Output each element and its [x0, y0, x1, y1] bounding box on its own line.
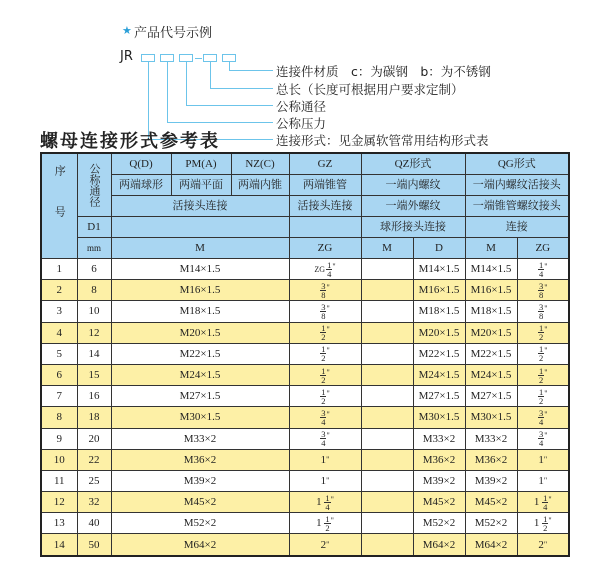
thread-size-cell: $\frac{1}{2}$ " — [289, 343, 361, 364]
nominal-diameter: 18 — [77, 407, 111, 428]
nominal-diameter: 12 — [77, 322, 111, 343]
thread-size-cell: $\frac{1}{4}$ " — [517, 259, 569, 280]
fraction: $\frac{1}{2}$ — [321, 323, 326, 343]
nominal-diameter: 15 — [77, 364, 111, 385]
qz-d: M39×2 — [413, 470, 465, 491]
row-number: 10 — [41, 449, 77, 470]
fraction: $\frac{3}{8}$ — [539, 301, 544, 321]
qg-m: M45×2 — [465, 492, 517, 513]
legend-label-diameter: 公称通径 — [276, 99, 327, 114]
qz-d: M27×1.5 — [413, 386, 465, 407]
qg-m: M30×1.5 — [465, 407, 517, 428]
thread-m: M24×1.5 — [111, 364, 289, 385]
thread-m: M45×2 — [111, 492, 289, 513]
row-number: 12 — [41, 492, 77, 513]
fraction: $\frac{3}{8}$ — [321, 280, 326, 300]
fraction: $\frac{3}{4}$ — [321, 407, 326, 427]
qz-m — [361, 322, 413, 343]
thread-size-cell: $\frac{3}{4}$ " — [517, 407, 569, 428]
thread-m: M30×1.5 — [111, 407, 289, 428]
fraction: $\frac{3}{4}$ — [321, 429, 326, 449]
thread-size-cell: $\frac{3}{4}$ " — [289, 428, 361, 449]
code-dash — [195, 58, 202, 59]
qg-m: M33×2 — [465, 428, 517, 449]
qz-d: M14×1.5 — [413, 259, 465, 280]
header-nz: NZ(C) — [231, 153, 289, 175]
legend-label-length: 总长（长度可根据用户要求定制） — [276, 82, 464, 97]
table-row — [41, 534, 569, 556]
thread-size-cell: 1 $\frac{1}{4}$ " — [517, 492, 569, 513]
table-row — [41, 301, 569, 322]
table-row — [41, 259, 569, 280]
qz-d: M22×1.5 — [413, 343, 465, 364]
qz-m — [361, 280, 413, 301]
thread-size-cell: 1" — [517, 449, 569, 470]
row-number: 9 — [41, 428, 77, 449]
thread-m: M33×2 — [111, 428, 289, 449]
fraction: $\frac{1}{4}$ — [325, 492, 330, 512]
code-prefix: JR — [120, 49, 133, 64]
fraction: $\frac{3}{4}$ — [539, 407, 544, 427]
header-q: Q(D) — [111, 153, 171, 175]
nominal-diameter: 20 — [77, 428, 111, 449]
header-d1: D1 — [77, 217, 111, 238]
qz-m — [361, 492, 413, 513]
thread-size-cell: 1" — [517, 470, 569, 491]
header-qg-desc1: 一端内螺纹活接头 — [465, 175, 569, 196]
fraction: $\frac{1}{2}$ — [543, 513, 548, 533]
legend-label-connection: 连接形式：见金属软管常用结构形式表 — [276, 133, 489, 148]
thread-m: M20×1.5 — [111, 322, 289, 343]
qg-m: M16×1.5 — [465, 280, 517, 301]
table-row — [41, 386, 569, 407]
qz-d: M24×1.5 — [413, 364, 465, 385]
header-mm: mm — [77, 238, 111, 259]
qz-d: M18×1.5 — [413, 301, 465, 322]
row-number: 6 — [41, 364, 77, 385]
thread-size-cell: $\frac{1}{2}$ " — [289, 386, 361, 407]
header-pm-desc: 两端平面 — [171, 175, 231, 196]
code-box — [179, 54, 193, 62]
header-dn: 公称通径 — [77, 153, 111, 217]
fraction: $\frac{1}{2}$ — [325, 513, 330, 533]
code-box — [141, 54, 155, 62]
thread-m: M14×1.5 — [111, 259, 289, 280]
header-qz-desc3: 球形接头连接 — [361, 217, 465, 238]
thread-size-cell: 1" — [289, 449, 361, 470]
thread-size-cell: $\frac{3}{8}$ " — [289, 301, 361, 322]
table-row — [41, 280, 569, 301]
legend-label-material: 连接件材质 c：为碳钢 b：为不锈钢 — [276, 64, 491, 79]
qz-m — [361, 470, 413, 491]
fraction: $\frac{1}{2}$ — [539, 323, 544, 343]
header-pm: PM(A) — [171, 153, 231, 175]
header-qg-desc3: 连接 — [465, 217, 569, 238]
header-col-zg: ZG — [289, 238, 361, 259]
thread-size-cell: $\frac{1}{2}$ " — [289, 322, 361, 343]
thread-size-cell: 1 $\frac{1}{4}$ " — [289, 492, 361, 513]
table-row — [41, 449, 569, 470]
row-number: 13 — [41, 513, 77, 534]
thread-size-cell: 1 $\frac{1}{2}$ " — [289, 513, 361, 534]
legend-title: 产品代号示例 — [134, 26, 213, 41]
fraction: $\frac{1}{2}$ — [321, 386, 326, 406]
header-qz-desc2: 一端外螺纹 — [361, 196, 465, 217]
row-number: 14 — [41, 534, 77, 556]
header-m-conn: 活接头连接 — [111, 196, 289, 217]
header-col-qz-m: M — [361, 238, 413, 259]
header-seq: 序号 — [41, 153, 77, 259]
thread-m: M39×2 — [111, 470, 289, 491]
thread-size-cell: $\frac{3}{4}$ " — [517, 428, 569, 449]
qg-m: M24×1.5 — [465, 364, 517, 385]
nominal-diameter: 10 — [77, 301, 111, 322]
fraction: $\frac{1}{4}$ — [327, 259, 332, 279]
thread-m: M52×2 — [111, 513, 289, 534]
qz-d: M36×2 — [413, 449, 465, 470]
nominal-diameter: 22 — [77, 449, 111, 470]
row-number: 2 — [41, 280, 77, 301]
legend-label-pressure: 公称压力 — [276, 116, 327, 131]
qz-d: M16×1.5 — [413, 280, 465, 301]
row-number: 7 — [41, 386, 77, 407]
code-box — [160, 54, 174, 62]
qz-m — [361, 513, 413, 534]
header-q-desc: 两端球形 — [111, 175, 171, 196]
header-col-qz-d: D — [413, 238, 465, 259]
row-number: 11 — [41, 470, 77, 491]
fraction: $\frac{3}{8}$ — [539, 280, 544, 300]
fraction: $\frac{1}{4}$ — [543, 492, 548, 512]
table-row — [41, 513, 569, 534]
header-gz: GZ — [289, 153, 361, 175]
thread-size-cell: 1" — [289, 470, 361, 491]
nominal-diameter: 6 — [77, 259, 111, 280]
nominal-diameter: 40 — [77, 513, 111, 534]
row-number: 1 — [41, 259, 77, 280]
header-col-qg-zg: ZG — [517, 238, 569, 259]
row-number: 8 — [41, 407, 77, 428]
qz-m — [361, 259, 413, 280]
qz-d: M52×2 — [413, 513, 465, 534]
table-row — [41, 364, 569, 385]
header-qg: QG形式 — [465, 153, 569, 175]
header-gz-conn: 活接头连接 — [289, 196, 361, 217]
thread-m: M16×1.5 — [111, 280, 289, 301]
header-nz-desc: 两端内锥 — [231, 175, 289, 196]
qz-m — [361, 386, 413, 407]
nominal-diameter: 16 — [77, 386, 111, 407]
qg-m: M64×2 — [465, 534, 517, 556]
thread-size-cell: $\frac{1}{2}$ " — [289, 364, 361, 385]
header-col-qg-m: M — [465, 238, 517, 259]
thread-size-cell: $\frac{1}{2}$ " — [517, 364, 569, 385]
code-box — [222, 54, 236, 62]
star-icon: ★ — [122, 24, 132, 37]
qz-d: M30×1.5 — [413, 407, 465, 428]
thread-size-cell: $\frac{3}{8}$ " — [517, 301, 569, 322]
qz-m — [361, 428, 413, 449]
fraction: $\frac{1}{2}$ — [539, 344, 544, 364]
thread-size-cell: $\frac{3}{8}$ " — [517, 280, 569, 301]
thread-m: M36×2 — [111, 449, 289, 470]
fraction: $\frac{1}{2}$ — [321, 365, 326, 385]
header-col-m: M — [111, 238, 289, 259]
row-number: 3 — [41, 301, 77, 322]
row-number: 5 — [41, 343, 77, 364]
thread-size-cell: 1 $\frac{1}{2}$ " — [517, 513, 569, 534]
qz-m — [361, 534, 413, 556]
qg-m: M14×1.5 — [465, 259, 517, 280]
qz-d: M64×2 — [413, 534, 465, 556]
thread-m: M18×1.5 — [111, 301, 289, 322]
qg-m: M36×2 — [465, 449, 517, 470]
qz-m — [361, 343, 413, 364]
thread-m: M22×1.5 — [111, 343, 289, 364]
qz-m — [361, 449, 413, 470]
qg-m: M27×1.5 — [465, 386, 517, 407]
fraction: $\frac{1}{2}$ — [321, 344, 326, 364]
thread-size-cell: $\frac{1}{2}$ " — [517, 322, 569, 343]
table-row — [41, 428, 569, 449]
qz-d: M33×2 — [413, 428, 465, 449]
thread-size-cell: $\frac{1}{2}$ " — [517, 343, 569, 364]
qz-m — [361, 301, 413, 322]
nominal-diameter: 50 — [77, 534, 111, 556]
header-blank — [111, 217, 289, 238]
qg-m: M18×1.5 — [465, 301, 517, 322]
qg-m: M22×1.5 — [465, 343, 517, 364]
thread-size-cell: $\frac{3}{8}$ " — [289, 280, 361, 301]
header-qz-desc1: 一端内螺纹 — [361, 175, 465, 196]
qg-m: M52×2 — [465, 513, 517, 534]
code-box — [203, 54, 217, 62]
table-row — [41, 407, 569, 428]
table-row — [41, 470, 569, 491]
nominal-diameter: 25 — [77, 470, 111, 491]
qg-m: M20×1.5 — [465, 322, 517, 343]
nominal-diameter: 8 — [77, 280, 111, 301]
qz-m — [361, 364, 413, 385]
row-number: 4 — [41, 322, 77, 343]
header-blank — [289, 217, 361, 238]
nominal-diameter: 14 — [77, 343, 111, 364]
qg-m: M39×2 — [465, 470, 517, 491]
fraction: $\frac{1}{2}$ — [539, 386, 544, 406]
fraction: $\frac{3}{4}$ — [539, 429, 544, 449]
thread-size-cell: 2" — [517, 534, 569, 556]
fraction: $\frac{1}{4}$ — [539, 259, 544, 279]
table-row — [41, 322, 569, 343]
qz-d: M45×2 — [413, 492, 465, 513]
fraction: $\frac{1}{2}$ — [539, 365, 544, 385]
qz-m — [361, 407, 413, 428]
header-qz: QZ形式 — [361, 153, 465, 175]
qz-d: M20×1.5 — [413, 322, 465, 343]
nut-connection-table — [40, 152, 570, 557]
thread-size-cell: ZG $\frac{1}{4}$ " — [289, 259, 361, 280]
thread-size-cell: $\frac{3}{4}$ " — [289, 407, 361, 428]
table-row — [41, 343, 569, 364]
table-title: 螺母连接形式参考表 — [40, 131, 220, 152]
thread-m: M64×2 — [111, 534, 289, 556]
nominal-diameter: 32 — [77, 492, 111, 513]
header-gz-desc: 两端锥管 — [289, 175, 361, 196]
table-row — [41, 492, 569, 513]
thread-m: M27×1.5 — [111, 386, 289, 407]
thread-size-cell: $\frac{1}{2}$ " — [517, 386, 569, 407]
thread-size-cell: 2" — [289, 534, 361, 556]
fraction: $\frac{3}{8}$ — [321, 301, 326, 321]
header-qg-desc2: 一端锥管螺纹接头 — [465, 196, 569, 217]
